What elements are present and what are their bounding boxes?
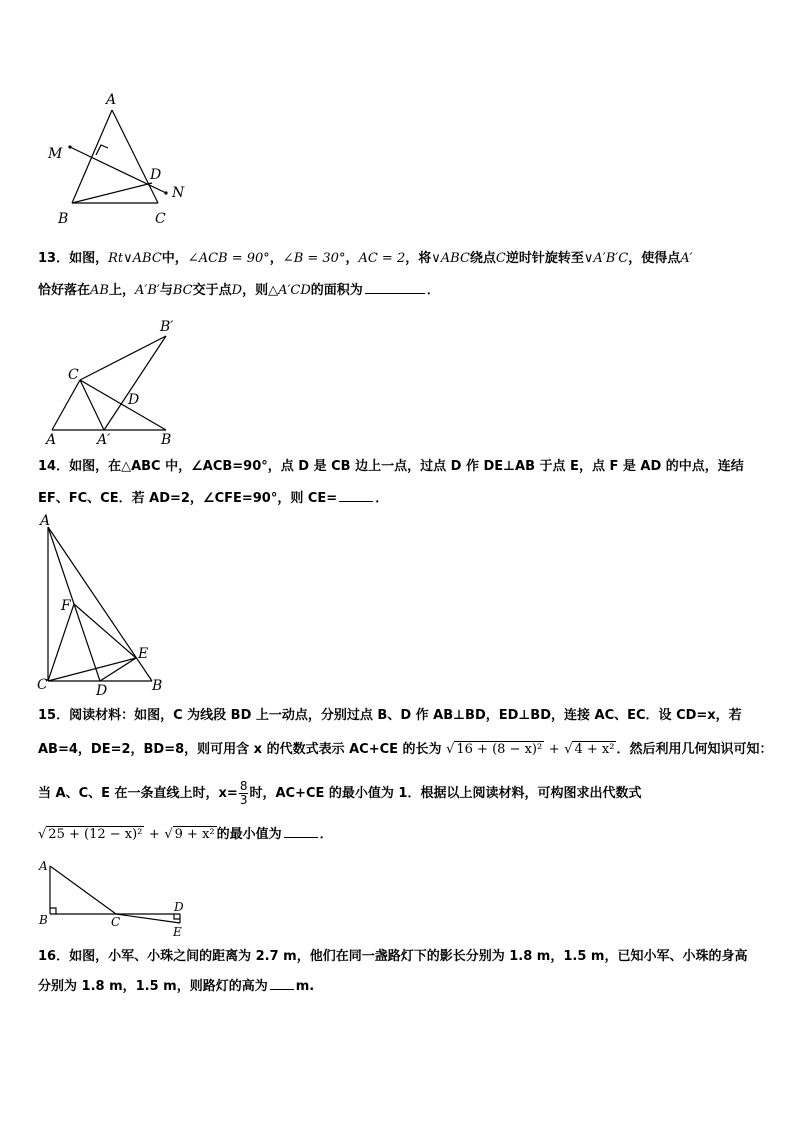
label-d: D [128, 392, 140, 408]
label-b: B [39, 913, 48, 927]
figure-q15 [36, 856, 186, 938]
question-15-line-2: AB=4，DE=2，BD=8，则可用含 x 的代数式表示 AC+CE 的长为 √ 16 + (8 − x)² + √ 4 + x² ．然后利用几何知识可知： [38, 742, 773, 757]
label-c: C [68, 367, 79, 383]
label-b: B [152, 678, 163, 694]
question-16-line-2: 分别为 1.8 m，1.5 m，则路灯的高为 m. [38, 970, 760, 1003]
figure-q13 [40, 318, 200, 448]
label-b-prime: B′ [160, 319, 174, 335]
answer-blank-15[interactable] [284, 823, 318, 838]
question-14-line-2: EF、FC、CE．若 AD=2，∠CFE=90°，则 CE= ． [38, 482, 760, 515]
label-d: D [174, 900, 184, 914]
label-e: E [173, 925, 182, 939]
answer-blank-13[interactable] [365, 279, 425, 294]
answer-blank-16[interactable] [270, 975, 294, 990]
label-e: E [138, 646, 149, 662]
label-m: M [48, 146, 63, 162]
label-f: F [61, 598, 71, 614]
figure-q12 [40, 85, 200, 230]
question-16-line-1: 16．如图，小军、小珠之间的距离为 2.7 m，他们在同一盏路灯下的影长分别为 1.8 m，1.5 m，已知小军、小珠的身高 [38, 949, 748, 964]
label-a: A [106, 92, 117, 108]
question-13-line-2: 恰好落在AB上，A′B′与BC交于点D，则△A′CD的面积为 ． [38, 274, 760, 307]
label-c: C [155, 211, 166, 227]
label-a-prime: A′ [97, 432, 111, 448]
label-a: A [40, 513, 51, 529]
label-a: A [39, 859, 48, 873]
segment-ac [112, 110, 158, 203]
right-angle-mark [96, 145, 108, 155]
answer-blank-14[interactable] [339, 487, 373, 502]
label-b: B [161, 432, 172, 448]
fraction-8-3: $\frac{8}{3}$ [239, 779, 248, 807]
label-b: B [58, 211, 69, 227]
label-c: C [37, 677, 48, 693]
label-c: C [111, 915, 121, 929]
question-14-line-1: 14．如图，在△ABC 中，∠ACB=90°，点 D 是 CB 边上一点，过点 D 作 DE⊥AB 于点 E，点 F 是 AD 的中点，连结 [38, 459, 744, 474]
label-n: N [172, 185, 185, 201]
label-d: D [150, 167, 162, 183]
question-13-line-1: 13．如图，Rt∨ABC中，∠ACB = 90°，∠B = 30°，AC = 2，将∨ABC绕点C逆时针旋转至∨A′B′C，使得点A′ [38, 251, 693, 266]
label-a: A [46, 432, 57, 448]
segment-bd [72, 183, 152, 203]
question-15-line-1: 15．阅读材料：如图，C 为线段 BD 上一动点，分别过点 B、D 作 AB⊥BD，ED⊥BD，连接 AC、EC．设 CD=x，若 [38, 708, 742, 723]
segment-ab [72, 110, 112, 203]
figure-q14 [36, 515, 176, 697]
question-15-line-3: 当 A、C、E 在一条直线上时，x= $\frac{8}{3}$ 时，AC+CE 的最小值为 1．根据以上阅读材料，可构图求出代数式 [38, 779, 642, 807]
label-d: D [96, 683, 108, 699]
question-15-line-4: √ 25 + (12 − x)² + √ 9 + x² 的最小值为 ． [38, 818, 760, 851]
